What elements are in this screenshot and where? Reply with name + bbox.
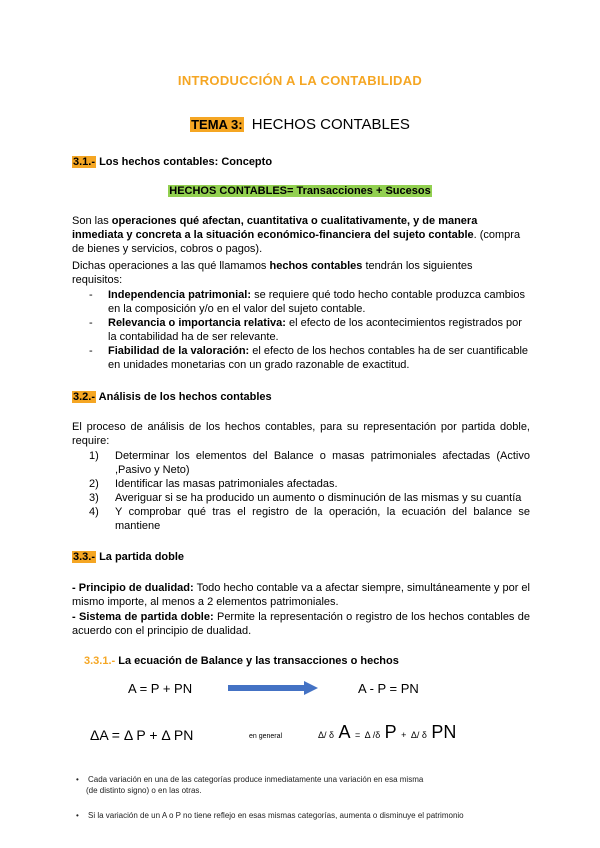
step-number: 4) [89, 506, 99, 518]
delta-symbol: Δ /δ [364, 730, 381, 740]
section-title: Análisis de los hechos contables [96, 391, 272, 403]
step-text: Y comprobar qué tras el registro de la operación, la ecuación del balance se mantiene [115, 506, 530, 532]
section-number: 3.3.- [73, 551, 96, 563]
double-entry-label: - Sistema de partida doble: [72, 611, 214, 623]
delta-symbol: Δ/ δ [318, 730, 335, 740]
liability-symbol: P [384, 722, 397, 742]
bullet-icon: • [76, 811, 79, 820]
note-patrimony [76, 810, 546, 821]
requirement-name: Fiabilidad de la valoración: [108, 345, 250, 357]
asset-symbol: A [338, 722, 351, 742]
equals-symbol: = [354, 730, 361, 740]
arrow-right-icon [228, 681, 318, 695]
requirement-name: Relevancia o importancia relativa: [108, 317, 286, 329]
delta-equation: ΔA = Δ P + Δ PN [90, 727, 194, 743]
delta-symbol: Δ/ δ [410, 730, 427, 740]
general-equation [318, 722, 456, 743]
duality-principle-text: Todo hecho contable va a afectar siempre, simultáneamente y por el mismo importe, al menos a 2 elementos patrimoniales. [72, 582, 530, 608]
note-text: Si la variación de un A o P no tiene reflejo en esas mismas categorías, aumenta o disminuye el patrimonio [88, 811, 464, 820]
requirements-intro [72, 259, 517, 287]
section-title: Los hechos contables: Concepto [96, 156, 273, 168]
double-entry-system [72, 610, 530, 638]
topic-heading [0, 116, 600, 133]
definition-examples: . (compra de bienes y servicios, cobros o pagos). [72, 229, 521, 255]
step-text: Identificar las masas patrimoniales afectadas. [115, 478, 338, 490]
requirements-intro-text: Dichas operaciones a las qué llamamos [72, 260, 270, 272]
section-title: La partida doble [96, 551, 185, 563]
subsection-number: 3.3.1.- [84, 655, 116, 667]
list-item [72, 449, 530, 477]
concept-equation-line [0, 185, 600, 197]
list-dash: - [89, 289, 93, 301]
subsection-title: La ecuación de Balance y las transacciones o hechos [115, 655, 399, 667]
requirements-intro-tail: tendrán los siguientes requisitos: [72, 260, 473, 286]
section-heading-3-3 [72, 551, 184, 563]
step-number: 1) [89, 450, 99, 462]
analysis-steps [72, 449, 530, 533]
double-entry-text: Permite la representación o registro de los hechos contables de acuerdo con el principio de dualidad. [72, 611, 530, 637]
equity-symbol: PN [431, 722, 457, 742]
step-text: Averiguar si se ha producido un aumento o disminución de las mismas y su cuantía [115, 492, 522, 504]
duality-principle-label: - Principio de dualidad: [72, 582, 194, 594]
topic-name: HECHOS CONTABLES [251, 116, 410, 133]
step-number: 2) [89, 478, 99, 490]
list-item [72, 344, 530, 372]
requirements-intro-bold: hechos contables [269, 260, 363, 272]
list-dash: - [89, 317, 93, 329]
list-item [72, 491, 530, 505]
bullet-icon: • [76, 775, 79, 784]
requirements-list [72, 288, 530, 372]
note-variation-categories [76, 774, 526, 796]
duality-principle [72, 581, 530, 609]
requirement-text: el efecto de los hechos contables ha de ser cuantificable en unidades monetarias con un grado razonable de exactitud. [108, 345, 529, 371]
section-heading-3-1 [72, 156, 272, 168]
step-text: Determinar los elementos del Balance o masas patrimoniales afectadas (Activo ,Pasivo y Neto) [115, 450, 530, 476]
list-item [72, 477, 530, 491]
section-heading-3-2 [72, 391, 272, 403]
requirement-text: se requiere qué todo hecho contable produzca cambios en la composición y/o en el valor del sujeto contable. [108, 289, 525, 315]
section-number: 3.2.- [73, 391, 96, 403]
requirement-name: Independencia patrimonial: [108, 289, 252, 301]
note-text-continued: (de distinto signo) o en las otras. [86, 786, 202, 795]
topic-label: TEMA 3: [191, 117, 243, 132]
section-number: 3.1.- [73, 156, 96, 168]
requirement-text: el efecto de los acontecimientos registrados por la contabilidad ha de ser relevante. [108, 317, 522, 343]
list-item [72, 288, 530, 316]
equity-equation: A - P = PN [358, 681, 419, 696]
list-item [72, 316, 530, 344]
note-text: Cada variación en una de las categorías produce inmediatamente una variación en esa misma [88, 775, 424, 784]
document-title: INTRODUCCIÓN A LA CONTABILIDAD [177, 73, 423, 88]
definition-bold: operaciones qué afectan, cuantitativa o cualitativamente, y de manera inmediata y concreta a la situación económico-financiera del sujeto contable [72, 215, 478, 241]
subsection-heading-3-3-1 [84, 655, 399, 667]
plus-symbol: + [401, 730, 407, 740]
definition-text: Son las [72, 215, 112, 227]
definition-paragraph [72, 214, 530, 256]
analysis-intro: El proceso de análisis de los hechos contables, para su representación por partida doble, require: [72, 421, 530, 447]
concept-equation: HECHOS CONTABLES= Transacciones + Sucesos [169, 185, 431, 197]
list-dash: - [89, 345, 93, 357]
balance-equation: A = P + PN [128, 681, 193, 696]
en-general-label: en general [249, 733, 283, 740]
list-item [72, 505, 530, 533]
step-number: 3) [89, 492, 99, 504]
